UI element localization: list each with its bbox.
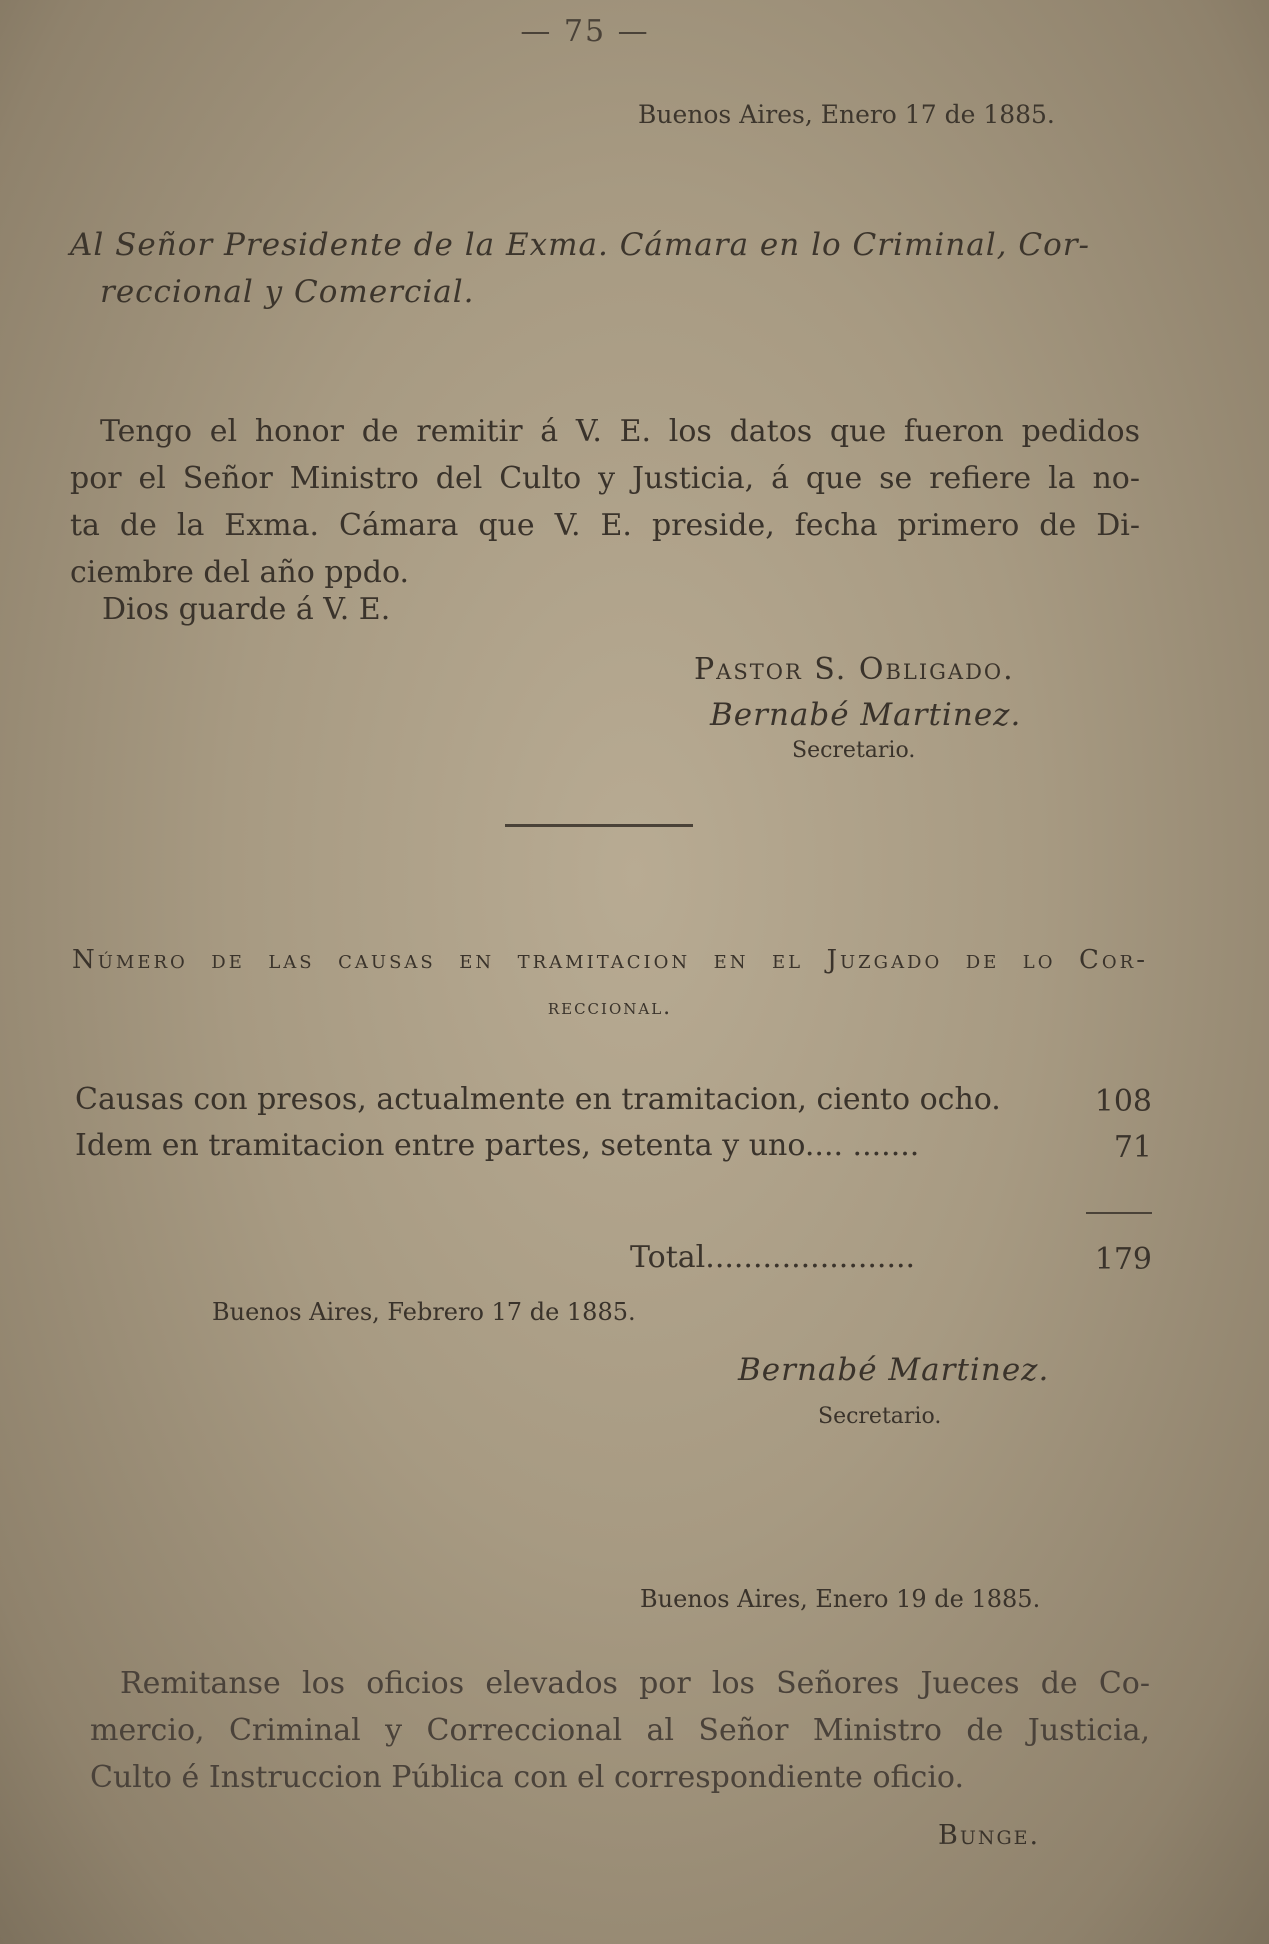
decree-line-3: Culto é Instruccion Pública con el correspondiente oficio. [90,1760,964,1795]
report-signer: Bernabé Martinez. [738,1352,1050,1388]
row-description: Idem en tramitacion entre partes, setenta y uno.... ....... [75,1128,920,1163]
table-row [75,1082,1152,1128]
row-description: Causas con presos, actualmente en tramitacion, ciento ocho. [75,1082,1001,1117]
decree-line-2: mercio, Criminal y Correccional al Señor Ministro de Justicia, [90,1713,1150,1748]
letter-signer: Pastor S. Obligado. [694,652,1015,687]
report-table [75,1082,1152,1174]
decree-body [90,1660,1150,1801]
letter-address [70,222,1090,316]
report-date: Buenos Aires, Febrero 17 de 1885. [212,1298,636,1326]
report-heading-line-2: reccional. [547,995,673,1020]
body-line-1: Tengo el honor de remitir á V. E. los datos que fueron pedidos [100,414,1140,449]
decree-line-1: Remitanse los oficios elevados por los Señores Jueces de Co- [120,1666,1150,1701]
report-signer-title: Secretario. [818,1404,942,1429]
total-row [75,1240,1152,1286]
letter-body [70,408,1140,596]
address-line-2: reccional y Comercial. [100,274,475,310]
letter-countersigner-title: Secretario. [792,738,916,763]
body-line-2: por el Señor Ministro del Culto y Justicia, á que se refiere la no- [70,461,1140,496]
report-heading-line-1: Número de las causas en tramitacion en el Juzgado de lo Cor- [72,945,1149,975]
total-rule [1086,1212,1152,1214]
decree-date: Buenos Aires, Enero 19 de 1885. [640,1585,1041,1613]
letter-closing: Dios guarde á V. E. [102,592,391,627]
letter-date: Buenos Aires, Enero 17 de 1885. [638,100,1055,129]
decree-signer: Bunge. [938,1820,1041,1851]
row-value: 71 [1113,1130,1152,1165]
address-line-1: Al Señor Presidente de la Exma. Cámara en lo Criminal, Cor- [70,227,1091,263]
report-heading [72,936,1148,1032]
total-label: Total...................... [630,1240,916,1275]
table-row [75,1128,1152,1174]
body-line-3: ta de la Exma. Cámara que V. E. preside, fecha primero de Di- [70,508,1140,543]
row-value: 108 [1094,1084,1152,1119]
total-value: 179 [1094,1242,1152,1277]
section-divider [505,824,693,827]
letter-countersigner: Bernabé Martinez. [710,697,1022,733]
page-number: — 75 — [520,14,650,49]
body-line-4: ciembre del año ppdo. [70,555,410,590]
